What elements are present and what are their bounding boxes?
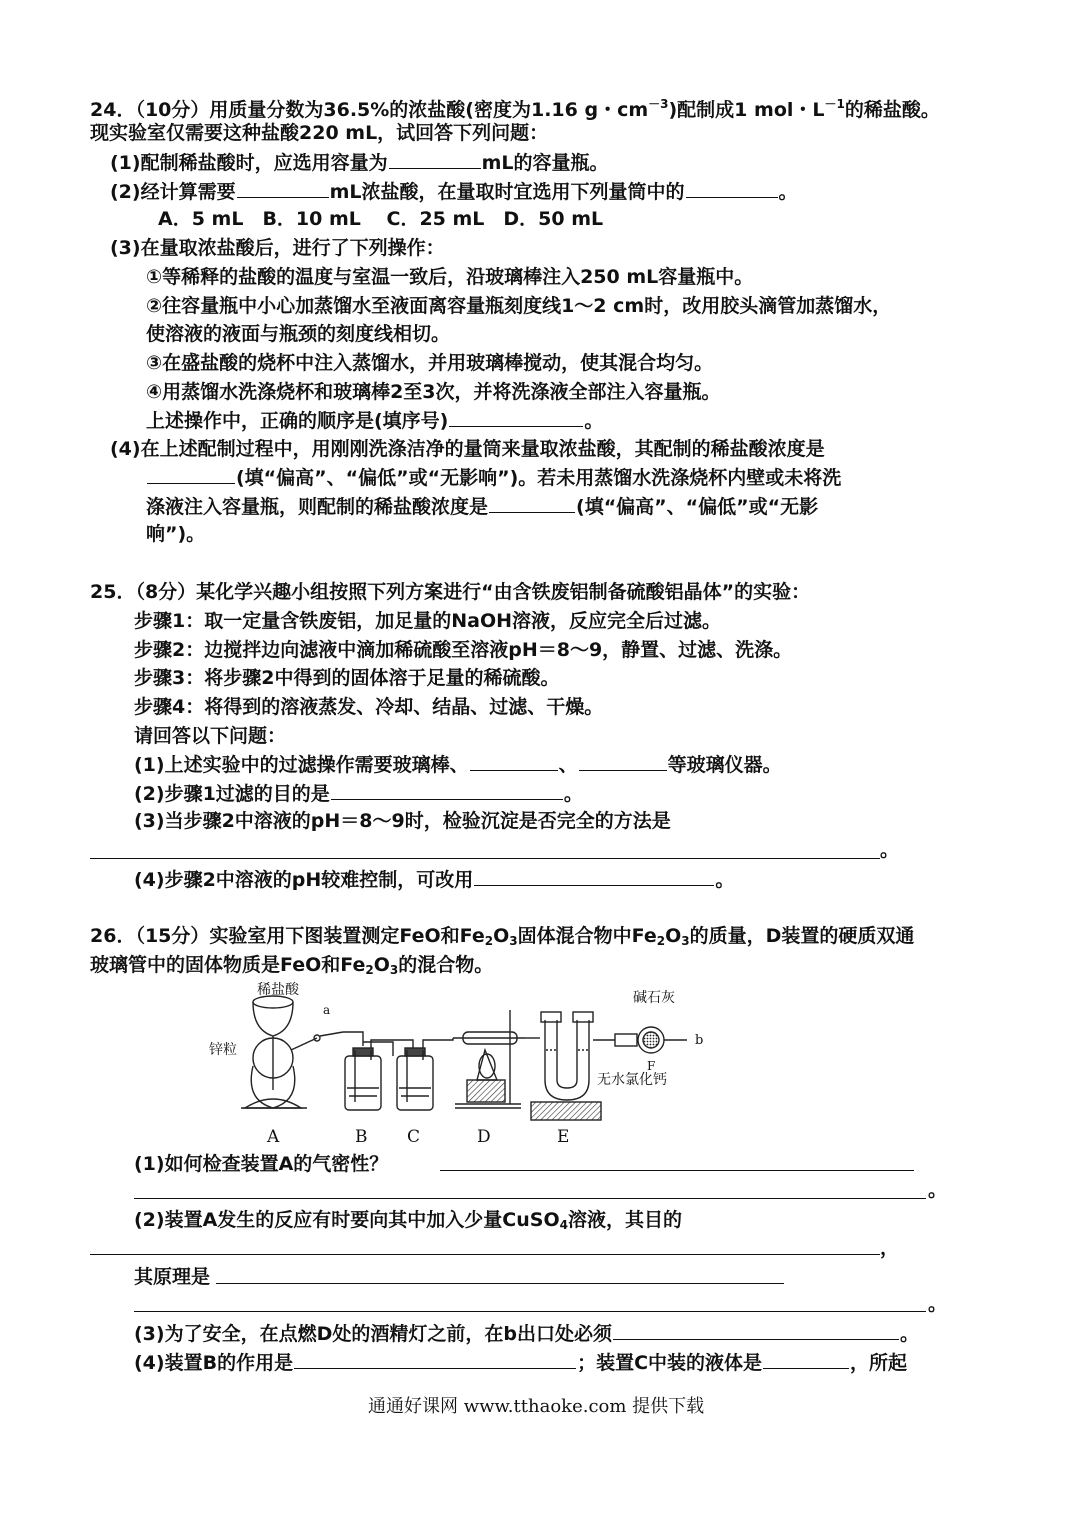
q24-heading: 24．（10分）用质量分数为36.5%的浓盐酸(密度为1.16 g・$cm^{-3}$)配制成1 mol・$L^{-1}$的稀盐酸。	[90, 97, 940, 121]
q24-part2: (2)经计算需要 mL浓盐酸，在量取时宜选用下列量筒中的 。	[110, 181, 798, 203]
q25-prompt: 请回答以下问题：	[134, 725, 287, 747]
answer-line[interactable]	[90, 858, 880, 859]
q24-part4a: (4)在上述配制过程中，用刚刚洗涤洁净的量筒来量取浓盐酸，其配制的稀盐酸浓度是	[110, 438, 825, 460]
q26-part2-end: 。	[928, 1293, 948, 1315]
q24-step2b: 使溶液的液面与瓶颈的刻度线相切。	[146, 323, 451, 345]
q25-part2: (2)步骤1过滤的目的是 。	[134, 783, 583, 805]
label-acid: 稀盐酸	[257, 982, 299, 998]
answer-blank[interactable]	[294, 1350, 576, 1369]
q25-part4: (4)步骤2中溶液的pH较难控制，可改用 。	[134, 869, 735, 891]
label-b: b	[695, 1033, 704, 1048]
q24-options: A．5 mL B．10 mL C．25 mL D．50 mL	[158, 208, 604, 230]
answer-line[interactable]	[440, 1170, 914, 1171]
wash-bottle-c	[397, 1048, 433, 1110]
answer-blank[interactable]	[579, 752, 667, 771]
q26-part4: (4)装置B的作用是 ；装置C中装的液体是 ，所起	[134, 1352, 908, 1374]
footer-credit: 通通好课网 www.tthaoke.com 提供下载	[368, 1396, 705, 1417]
q25-part3-end: 。	[880, 839, 900, 861]
q24-part4b: (填“偏高”、“偏低”或“无影响”)。若未用蒸馏水洗涤烧杯内壁或未将洗	[146, 465, 841, 490]
answer-line[interactable]	[216, 1283, 784, 1284]
q25-step2: 步骤2：边搅拌边向滤液中滴加稀硫酸至溶液pH＝8～9，静置、过滤、洗涤。	[134, 639, 793, 661]
answer-blank[interactable]	[489, 494, 575, 513]
answer-blank[interactable]	[449, 408, 583, 427]
q24-part1: (1)配制稀盐酸时，应选用容量为 mL的容量瓶。	[110, 152, 609, 174]
answer-blank[interactable]	[686, 179, 778, 198]
u-tube-e	[531, 1012, 601, 1120]
q25-part1: (1)上述实验中的过滤操作需要玻璃棒、 、 等玻璃仪器。	[134, 754, 782, 776]
answer-line[interactable]	[134, 1198, 926, 1199]
apparatus-diagram	[205, 980, 725, 1150]
label-lime: 碱石灰	[633, 990, 675, 1006]
q24-intro: 现实验室仅需要这种盐酸220 mL，试回答下列问题：	[90, 122, 549, 144]
answer-blank[interactable]	[331, 781, 563, 800]
q24-step3: ③在盛盐酸的烧杯中注入蒸馏水，并用玻璃棒搅动，使其混合均匀。	[146, 352, 714, 374]
unit-label-e: E	[557, 1127, 570, 1147]
answer-blank[interactable]	[613, 1321, 899, 1340]
unit-label-d: D	[477, 1127, 491, 1147]
label-F: F	[647, 1059, 656, 1073]
q26-part2-comma: ，	[880, 1237, 900, 1259]
unit-label-a: A	[267, 1127, 280, 1147]
q24-step4: ④用蒸馏水洗涤烧杯和玻璃棒2至3次，并将洗涤液全部注入容量瓶。	[146, 381, 721, 403]
wash-bottle-b	[345, 1048, 381, 1110]
q24-step1: ①等稀释的盐酸的温度与室温一致后，沿玻璃棒注入250 mL容量瓶中。	[146, 266, 754, 288]
answer-blank[interactable]	[389, 150, 481, 169]
q26-heading: 26．（15分）实验室用下图装置测定FeO和$Fe_2O_3$固体混合物中$Fe_2O_3$的质量，D装置的硬质双通	[90, 925, 915, 948]
answer-blank[interactable]	[237, 179, 329, 198]
q26-part1: (1)如何检查装置A的气密性？	[134, 1153, 389, 1175]
q24-step2a: ②往容量瓶中小心加蒸馏水至液面离容量瓶刻度线1～2 cm时，改用胶头滴管加蒸馏水，	[146, 295, 892, 317]
q25-part3: (3)当步骤2中溶液的pH＝8～9时，检验沉淀是否完全的方法是	[134, 810, 671, 832]
unit-label-b: B	[355, 1127, 368, 1147]
q26-intro: 玻璃管中的固体物质是FeO和$Fe_2O_3$的混合物。	[90, 954, 494, 977]
answer-line[interactable]	[134, 1311, 926, 1312]
q24-part4c: 涤液注入容量瓶，则配制的稀盐酸浓度是 (填“偏高”、“偏低”或“无影	[146, 496, 819, 518]
q26-part2-principle: 其原理是	[134, 1266, 211, 1288]
label-cacl2: 无水氯化钙	[597, 1072, 667, 1088]
answer-blank[interactable]	[474, 867, 714, 886]
answer-blank[interactable]	[147, 465, 235, 484]
q25-step4: 步骤4：将得到的溶液蒸发、冷却、结晶、过滤、干燥。	[134, 696, 604, 718]
q25-heading: 25．（8分）某化学兴趣小组按照下列方案进行“由含铁废铝制备硫酸铝晶体”的实验：	[90, 581, 811, 603]
unit-label-c: C	[407, 1127, 421, 1147]
q25-step1: 步骤1：取一定量含铁废铝，加足量的NaOH溶液，反应完全后过滤。	[134, 610, 721, 632]
q24-order: 上述操作中，正确的顺序是(填序号) 。	[146, 410, 604, 432]
q25-step3: 步骤3：将步骤2中得到的固体溶于足量的稀硫酸。	[134, 667, 560, 689]
label-a: a	[323, 1003, 331, 1017]
answer-blank[interactable]	[763, 1350, 849, 1369]
drying-tube-f	[615, 1027, 687, 1053]
q24-part4d: 响”)。	[146, 523, 206, 545]
q24-part3: (3)在量取浓盐酸后，进行了下列操作：	[110, 237, 445, 259]
answer-line[interactable]	[90, 1254, 880, 1255]
q26-part3: (3)为了安全，在点燃D处的酒精灯之前，在b出口处必须 。	[134, 1323, 919, 1345]
label-zinc: 锌粒	[209, 1042, 237, 1058]
answer-blank[interactable]	[470, 752, 558, 771]
q26-part1-end: 。	[928, 1179, 948, 1201]
combustion-tube-d	[453, 1010, 525, 1108]
q26-part2: (2)装置A发生的反应有时要向其中加入少量CuSO$_4$溶液，其目的	[134, 1209, 682, 1232]
